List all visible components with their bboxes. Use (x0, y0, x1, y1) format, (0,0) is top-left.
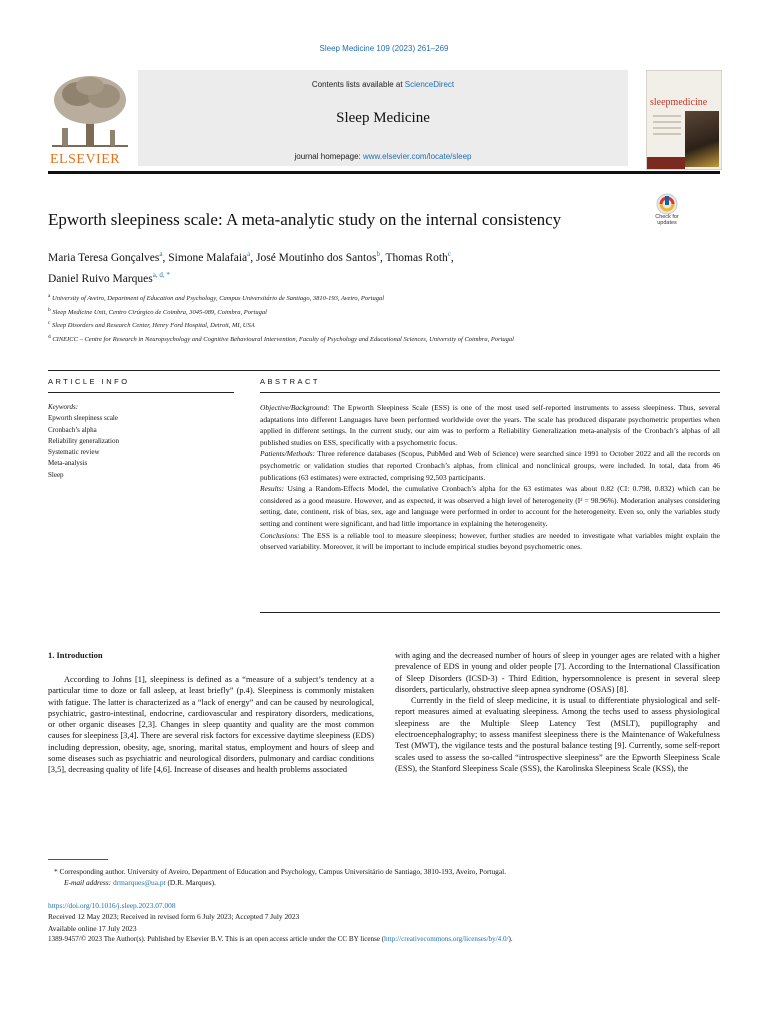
affiliation-item: $^a$ University of Aveiro, Department of Education and Psychology, Campus Universitário de Santiago, 3810-193, Aveiro, Portugal (48, 293, 385, 303)
body-paragraph: with aging and the decreased number of hours of sleep in younger ages are related with a higher prevalence of EDS in young and older people [7]. According to the International Classification of Sleep Disorders (ICSD-3) - Third Edition, hypersomnolence is present in several sleep disorders, particularly, obstructive sleep apnea syndrome (OSAS) [8]. (395, 651, 720, 694)
cover-image (685, 111, 719, 167)
author-name[interactable]: Maria Teresa Gonçalves (48, 251, 160, 264)
author-aff-mark[interactable]: c (447, 250, 451, 258)
homepage-prefix: journal homepage: (294, 152, 363, 161)
cover-text-lines (653, 115, 681, 139)
contents-line (138, 80, 628, 89)
author-name[interactable]: Simone Malafaia (168, 251, 248, 264)
corresponding-author: * Corresponding author. University of Aveiro, Department of Education and Psychology, Campus Universitário de Santiago, 3810-193, Aveiro, Portugal. (54, 867, 507, 876)
journal-homepage-link[interactable]: www.elsevier.com/locate/sleep (363, 152, 472, 161)
license-link[interactable]: http://creativecommons.org/licenses/by/4.0/ (384, 934, 509, 943)
email-suffix: (D.R. Marques). (165, 878, 216, 888)
check-updates-icon (648, 192, 686, 232)
keyword: Reliability generalization (48, 436, 119, 445)
abstract-text (260, 402, 720, 553)
email-link[interactable]: drmarques@ua.pt (113, 878, 166, 888)
elsevier-tree-icon (48, 72, 132, 150)
body-paragraph: According to Johns [1], sleepiness is defined as a “measure of a subject’s tendency at a particular time to doze or fall asleep, at least briefly” (p.4). Sleepiness is commonly mistaken with fatigue. The latter is characterized as a “lack of energy” and can be caused by neurological, psychiatric, gastro-intestinal, endocrine, cardiovascular and respiratory disorders, medications, or other organic diseases [2,3]. Changes in sleep quantity and quality are the most common causes for sleepiness [3,4]. There are several risk factors for excessive daytime sleepiness (EDS) including depression, obesity, age, snoring, marital status, employment and hours of sleep and some diseases such as psychiatric and neurological disorders, pulmonary and cardiac conditions [3,5], decreasing quality of life [4,6]. Increase of diseases and health problems associated (48, 675, 374, 775)
abstract-paragraph: Objective/Background: The Epworth Sleepiness Scale (ESS) is one of the most used self-reported instruments to assess sleepiness. Thus, several adaptations into different Languages have been performed worldwide over the years. The scale has produced disparate psychometric properties when applied in different settings. In the current study, our aim was to perform a Reliability Generalization meta-analysis of the Cronbach’s alphas of all published studies on ESS, specifically with a psychometric focus. (260, 403, 720, 447)
homepage-line (138, 152, 628, 161)
body-column-right (395, 650, 720, 774)
article-info-label: ARTICLE INFO (48, 377, 130, 386)
received-dates: Received 12 May 2023; Received in revised form 6 July 2023; Accepted 7 July 2023 (48, 912, 300, 922)
author-aff-mark[interactable]: a, d, * (152, 270, 170, 279)
author-name[interactable]: Daniel Ruivo Marques (48, 272, 153, 285)
journal-title: Sleep Medicine (336, 110, 430, 126)
abstract-label: ABSTRACT (260, 377, 321, 386)
author-name[interactable]: Thomas Roth (385, 251, 448, 264)
keyword: Meta-analysis (48, 459, 88, 468)
journal-citation[interactable]: Sleep Medicine 109 (2023) 261–269 (319, 44, 449, 53)
abstract-end-rule (260, 612, 720, 613)
license-suffix: ). (508, 934, 513, 943)
keywords-heading: Keywords: (48, 403, 79, 411)
elsevier-wordmark: ELSEVIER (50, 152, 121, 167)
author-aff-mark[interactable]: a (159, 250, 163, 258)
keyword: Cronbach’s alpha (48, 425, 97, 434)
abstract-rule (260, 392, 720, 393)
cover-footer-band (647, 157, 685, 169)
affiliation-item: $^d$ CINEICC – Centre for Research in Neuropsychology and Cognitive Behavioural Intervention, Faculty of Psychology and Educational Sciences, University of Coimbra, Portugal (48, 333, 514, 344)
journal-cover (646, 70, 722, 170)
online-date: Available online 17 July 2023 (48, 923, 137, 933)
journal-header (48, 70, 720, 170)
license-line (48, 934, 728, 945)
body-paragraph: Currently in the field of sleep medicine, it is usual to differentiate physiological and self-report measures aimed at evaluating sleepiness. Among the techs used to assess physiological sleepiness are the Multiple Sleep Latency Test (MSLT), pupillography and electroencephalography; to assess manifest sleepiness there is the Maintenance of Wakefulness Test (MWT), the vigilance tests and the postural balance testing [9]. Currently, some self-report scales used to assess the so-called “introspective sleepiness” are the Epworth Sleepiness Scale (ESS), the Stanford Sleepiness Scale (SSS), the Karolinska Sleepiness Scale (KSS), the (395, 696, 720, 773)
header-rule (48, 171, 720, 174)
check-for-updates-badge[interactable] (648, 192, 686, 232)
doi-link[interactable]: https://doi.org/10.1016/j.sleep.2023.07.008 (48, 901, 176, 910)
affiliation-item: $^b$ Sleep Medicine Unit, Centro Cirúrgico de Coimbra, 3045-089, Coimbra, Portugal (48, 306, 267, 316)
author-aff-mark[interactable]: b (376, 250, 380, 258)
article-title: Epworth sleepiness scale: A meta-analytic study on the internal consistency (48, 210, 562, 229)
footnote-rule (48, 859, 108, 860)
introduction-heading: 1. Introduction (48, 650, 103, 660)
keyword: Epworth sleepiness scale (48, 414, 118, 423)
section-rule (48, 370, 720, 371)
author-name[interactable]: José Moutinho dos Santos (256, 251, 377, 264)
affiliations (48, 291, 668, 346)
email-line (48, 877, 720, 888)
keyword: Sleep (48, 470, 64, 479)
check-updates-label: Check for updates (655, 214, 679, 226)
body-column-left (48, 674, 374, 776)
keyword: Systematic review (48, 448, 100, 457)
author-aff-mark[interactable]: a (247, 250, 251, 258)
cover-title: sleepmedicine (650, 97, 708, 108)
publication-info (48, 900, 728, 945)
footnote (48, 866, 720, 889)
keywords-block (48, 402, 228, 481)
contents-prefix: Contents lists available at (311, 80, 405, 89)
sciencedirect-link[interactable]: ScienceDirect (404, 80, 455, 89)
affiliation-item: $^c$ Sleep Disorders and Research Center, Henry Ford Hospital, Detroit, MI, USA (48, 320, 255, 330)
email-label: E-mail address: (64, 878, 112, 888)
abstract-paragraph: Results: Using a Random-Effects Model, the cumulative Cronbach’s alpha for the 63 estimates was about 0.82 (CI: 0.798, 0.832) which can be considered as a good measure. However, and as expected, it was observed a high level of heterogeneity (I² = 98.96%). Moderation analyses considering setting, date, continent, risk of bias, sex, age and language were performed in order to account for the heterogeneity. Even so, only the variables study setting and continent were significant, and had little importance in explaining the heterogeneity. (260, 484, 720, 528)
author-list: Maria Teresa Gonçalves$^a$, Simone Malafaia$^a$, José Moutinho dos Santos$^b$, Thomas Roth$^c$, Daniel Ruivo Marques$^{a, d, *}$ (48, 250, 454, 285)
info-rule (48, 392, 234, 393)
journal-banner (138, 70, 628, 166)
elsevier-logo (48, 72, 132, 168)
abstract-paragraph: Patients/Methods: Three reference databases (Scopus, PubMed and Web of Science) were searched since 1991 to October 2022 and all the records on psychometric or validation studies that reported Cronbach’s alphas, from clinical and nonclinical groups, were included. In total, data from 46 publications (63 estimates) were extracted, comprising 92,503 participants. (260, 449, 720, 482)
abstract-paragraph: Conclusions: The ESS is a reliable tool to measure sleepiness; however, further studies are needed to investigate what variables might explain the observed variability. Moreover, it will be important to include empirical studies beyond psychometric ones. (260, 530, 720, 552)
license-prefix: 1389-9457/© 2023 The Author(s). Published by Elsevier B.V. This is an open access article under the CC BY license ( (48, 934, 385, 943)
